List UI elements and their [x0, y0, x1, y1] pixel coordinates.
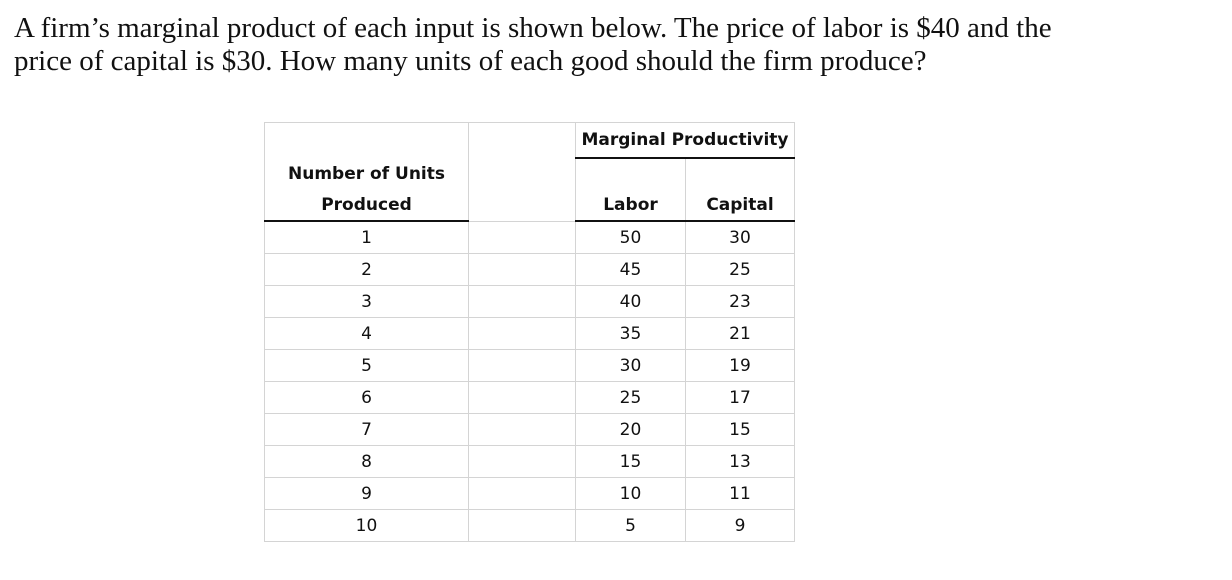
- capital-cell: 21: [686, 318, 795, 350]
- empty-cell: [469, 318, 576, 350]
- empty-cell: [469, 446, 576, 478]
- capital-cell: 25: [686, 254, 795, 286]
- empty-cell: [469, 382, 576, 414]
- units-cell: 8: [265, 446, 469, 478]
- labor-cell: 25: [576, 382, 686, 414]
- question-line-1: A firm’s marginal product of each input is shown below. The price of labor is $40 and the: [14, 12, 1052, 44]
- labor-cell: 50: [576, 221, 686, 254]
- labor-cell: 40: [576, 286, 686, 318]
- header-cell-empty: [469, 190, 576, 222]
- table-row: [265, 350, 795, 382]
- capital-cell: 19: [686, 350, 795, 382]
- marginal-productivity-header: Marginal Productivity: [576, 123, 795, 159]
- header-cell-empty: [265, 123, 469, 159]
- empty-cell: [469, 221, 576, 254]
- header-row-units: [265, 158, 795, 190]
- table-row: [265, 221, 795, 254]
- empty-cell: [469, 510, 576, 542]
- table-row: [265, 446, 795, 478]
- table-row: [265, 478, 795, 510]
- header-cell-empty: [576, 158, 686, 190]
- units-cell: 3: [265, 286, 469, 318]
- header-row-columns: [265, 190, 795, 222]
- units-cell: 6: [265, 382, 469, 414]
- table-row: [265, 510, 795, 542]
- table-row: [265, 286, 795, 318]
- labor-cell: 45: [576, 254, 686, 286]
- question-line-2: price of capital is $30. How many units of each good should the firm produce?: [14, 45, 927, 77]
- units-cell: 9: [265, 478, 469, 510]
- labor-cell: 10: [576, 478, 686, 510]
- empty-cell: [469, 350, 576, 382]
- empty-cell: [469, 478, 576, 510]
- table-row: [265, 318, 795, 350]
- header-row-group: [265, 123, 795, 159]
- marginal-productivity-table: [264, 122, 795, 542]
- capital-cell: 15: [686, 414, 795, 446]
- labor-cell: 20: [576, 414, 686, 446]
- empty-cell: [469, 286, 576, 318]
- labor-header: Labor: [576, 190, 686, 222]
- labor-cell: 5: [576, 510, 686, 542]
- units-cell: 5: [265, 350, 469, 382]
- capital-header: Capital: [686, 190, 795, 222]
- header-cell-empty: [469, 158, 576, 190]
- units-cell: 2: [265, 254, 469, 286]
- units-cell: 7: [265, 414, 469, 446]
- capital-cell: 9: [686, 510, 795, 542]
- table-row: [265, 254, 795, 286]
- labor-cell: 15: [576, 446, 686, 478]
- table-row: [265, 414, 795, 446]
- labor-cell: 30: [576, 350, 686, 382]
- capital-cell: 17: [686, 382, 795, 414]
- table-row: [265, 382, 795, 414]
- units-cell: 10: [265, 510, 469, 542]
- units-cell: 1: [265, 221, 469, 254]
- header-cell-empty: [686, 158, 795, 190]
- empty-cell: [469, 254, 576, 286]
- header-cell-empty: [469, 123, 576, 159]
- empty-cell: [469, 414, 576, 446]
- capital-cell: 23: [686, 286, 795, 318]
- units-header-line1: Number of Units: [265, 158, 469, 190]
- units-header-line2: Produced: [265, 190, 469, 222]
- labor-cell: 35: [576, 318, 686, 350]
- capital-cell: 11: [686, 478, 795, 510]
- capital-cell: 13: [686, 446, 795, 478]
- question-text: [14, 12, 1214, 78]
- units-cell: 4: [265, 318, 469, 350]
- capital-cell: 30: [686, 221, 795, 254]
